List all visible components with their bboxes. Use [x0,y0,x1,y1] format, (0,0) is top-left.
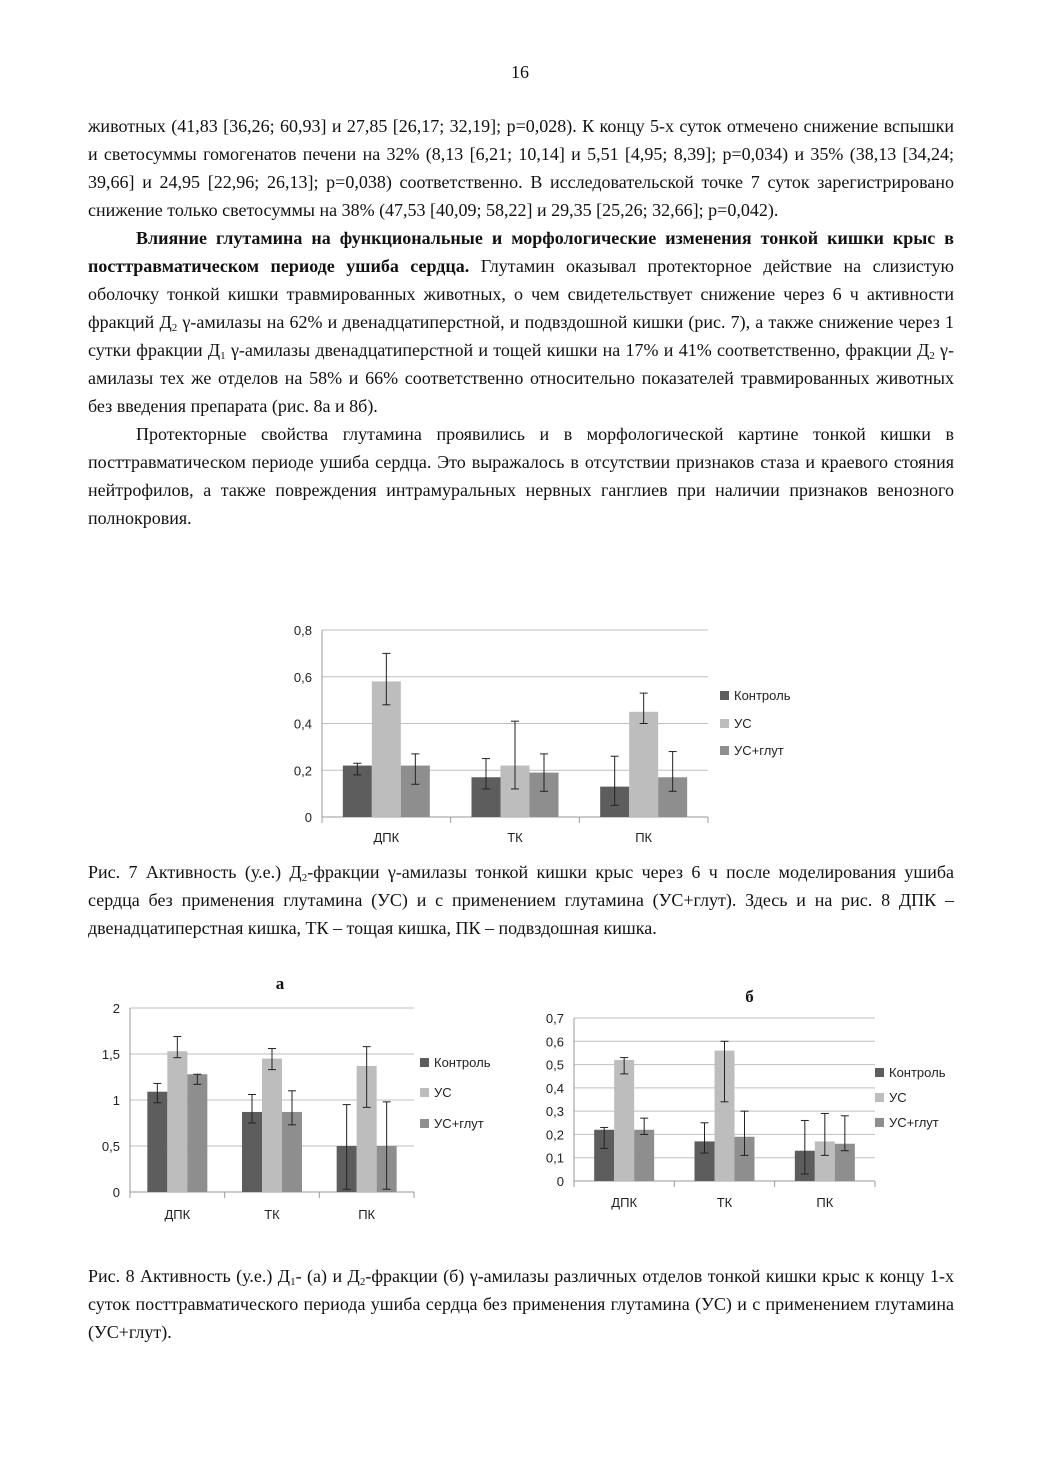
paragraph-2-text: γ-амилазы тех же отделов на 58% и 66% соответственно относительно показателей травмированных животных без введения препарата (рис. 8а и 8б). [88,340,955,416]
paragraph-2 [88,224,954,420]
bar [167,1051,187,1192]
category-label: ПК [816,1195,834,1210]
category-label: ТК [264,1207,280,1222]
subscript: 1 [290,1276,296,1288]
y-tick-label: 1 [112,1093,120,1108]
chart-fig7 [270,615,830,855]
caption-text: -фракции (б) γ-амилазы различных отделов тонкой кишки крыс к концу 1-х суток посттравматического периода ушиба сердца без применения глутамина (УС) и с применением глутамина (УС+глут). [88,1266,955,1342]
caption-text: Рис. 8 Активность (у.е.) Д [88,1266,291,1286]
legend-label: УС [734,716,752,731]
subscript: 2 [929,350,935,362]
y-tick-label: 0 [304,810,312,825]
bar [187,1074,207,1192]
figure-7-caption [88,858,954,942]
legend-label: УС+глут [734,743,784,758]
y-tick-label: 0,5 [545,1057,564,1073]
category-label: ТК [716,1195,733,1210]
paragraph-1: животных (41,83 [36,26; 60,93] и 27,85 [26,17; 32,19]; p=0,028). К концу 5-х суток отмечено снижение вспышки и светосуммы гомогенатов печени на 32% (8,13 [6,21; 10,14] и 5,51 [4,95; 8,39]; p=0,034) и 35% (38,13 [34,24; 39,66] и 24,95 [22,96; 26,13]; p=0,038) соответственно. В исследовательской точке 7 суток зарегистрировано снижение только светосуммы на 38% (47,53 [40,09; 58,22] и 29,35 [25,26; 32,66]; p=0,042). [88,116,954,220]
legend-label: Контроль [889,1065,946,1080]
y-tick-label: 0,6 [293,669,312,685]
bar [262,1059,282,1192]
subscript: 2 [301,872,308,884]
figure-7-chart [270,615,830,855]
bar [629,712,658,817]
category-label: ПК [635,830,653,845]
legend-label: Контроль [734,688,791,703]
subscript: 1 [220,350,226,362]
legend-label: УС+глут [434,1116,484,1131]
y-tick-label: 0,2 [293,763,312,779]
legend-swatch [875,1118,884,1127]
y-tick-label: 0,4 [293,716,312,732]
bar [614,1060,634,1181]
figure-8b-chart [520,985,970,1225]
bar [147,1092,167,1192]
y-tick-label: 0,1 [545,1150,564,1166]
y-tick-label: 0,3 [545,1104,564,1120]
category-label: ПК [358,1207,376,1222]
paragraph-3: Протекторные свойства глутамина проявились и в морфологической картине тонкой кишки в посттравматическом периоде ушиба сердца. Это выражалось в отсутствии признаков стаза и краевого стояния нейтрофилов, а также повреждения интрамуральных нервных ганглиев при наличии признаков венозного полнокровия. [88,424,954,528]
legend-swatch [720,691,729,700]
legend-swatch [720,746,729,755]
paragraph-2-text: Глутамин оказывал протекторное действие на слизистую оболочку тонкой кишки травмированных животных, о чем свидетельствует снижение через 6 ч активности фракций Д [88,256,954,332]
y-tick-label: 0,2 [545,1127,564,1143]
caption-text: Рис. 7 Активность (у.е.) Д [88,862,302,882]
legend-label: УС [434,1085,452,1100]
y-tick-label: 0,5 [101,1139,120,1154]
section-heading: Влияние глутамина на функциональные и морфологические изменения тонкой кишки крыс в посттравматическом периоде ушиба сердца. [88,228,954,276]
legend-swatch [420,1119,429,1128]
figure-8-caption [88,1262,954,1346]
bar [242,1112,262,1192]
legend-swatch [420,1088,429,1097]
paragraph-2-text: γ-амилазы на 62% и двенадцатиперстной, и подвздошной кишки (рис. 7), а также снижение через 1 сутки фракции Д [88,312,954,360]
y-tick-label: 0 [112,1185,120,1200]
y-tick-label: 1,5 [101,1047,120,1062]
panel-title: а [275,974,285,993]
legend-swatch [420,1058,429,1067]
caption-text: - (а) и Д [295,1266,360,1286]
y-tick-label: 0,7 [545,1011,564,1026]
chart-fig8a [88,975,528,1235]
y-tick-label: 0,6 [545,1034,564,1050]
page-number: 16 [511,62,529,82]
caption-text: -фракции γ-амилазы тонкой кишки крыс через 6 ч после моделирования ушиба сердца без применения глутамина (УС) и с применением глутамина (УС+глут). Здесь и на рис. 8 ДПК – двенадцатиперстная кишка, ТК – тощая кишка, ПК – подвздошная кишка. [88,862,954,938]
panel-title: б [745,987,754,1006]
figure-8a-chart [88,975,528,1235]
subscript: 2 [359,1276,366,1288]
legend-swatch [720,719,729,728]
y-tick-label: 0,8 [293,623,312,638]
category-label: ДПК [164,1207,191,1222]
legend-label: УС+глут [889,1115,939,1130]
subscript: 2 [171,322,178,334]
bar [634,1130,654,1181]
y-tick-label: 0,4 [545,1080,564,1096]
category-label: ДПК [611,1195,638,1210]
category-label: ДПК [373,830,400,845]
category-label: ТК [507,830,523,845]
body-text [88,112,954,532]
legend-label: УС [889,1090,907,1105]
legend-label: Контроль [434,1055,491,1070]
chart-fig8b [520,985,970,1225]
legend-swatch [875,1068,884,1077]
legend-swatch [875,1093,884,1102]
paragraph-2-text: γ-амилазы двенадцатиперстной и тощей кишки на 17% и 41% соответственно, фракции Д [225,340,930,360]
y-tick-label: 2 [112,1001,120,1016]
y-tick-label: 0 [556,1174,564,1189]
